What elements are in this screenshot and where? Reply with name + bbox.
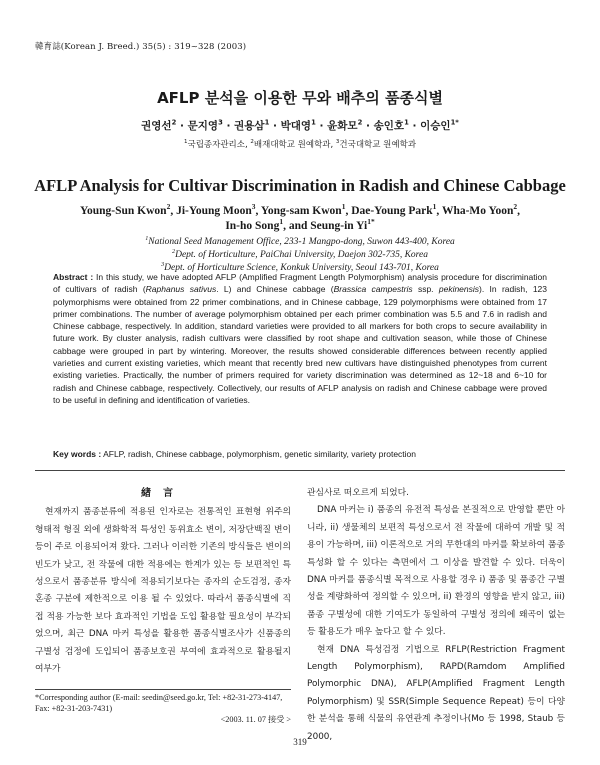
korean-affiliation: 국립종자관리소, [187,140,251,150]
korean-author: 권용삼 [234,120,265,132]
english-author: In-ho Song [225,220,280,232]
radish-species: Raphanus sativus [145,284,217,295]
footnote [35,692,291,725]
korean-affiliation: 건국대학교 원예학과 [339,140,417,150]
english-affiliations [0,236,600,275]
intro-left-column [35,485,291,678]
english-affiliation: $^3$Dept. of Horticulture Science, Konkuk University, Seoul 143-701, Korea [161,261,439,273]
korean-authors: 권영선$^2$ · 문지영$^3$ · 권용삼$^1$ · 박대영$^1$ · 윤화모$^2$ · 송인호$^1$ · 이승인$^{1*}$ [141,118,459,132]
korean-author: 송인호 [373,120,405,132]
keywords-label: Key words : [53,449,102,459]
paragraph: 관심사로 떠오르게 되었다. [307,488,409,498]
cabbage-species: Brassica campestris [333,284,413,295]
korean-author: 윤화모 [327,120,358,132]
corresponding-author: *Corresponding author (E-mail: seedin@seed.go.kr, Tel: +82-31-273-4147, Fax: +82-31-203-7431) [35,693,283,713]
korean-author: 권영선 [141,120,172,132]
english-author: Yong-sam Kwon [260,205,342,217]
journal-citation: 韓育誌(Korean J. Breed.) 35(5) : 319~328 (2003) [35,42,247,52]
paragraph: DNA 마커는 i) 품종의 유전적 특성을 본질적으로 반영할 뿐만 아니라, ii) 생물체의 보편적 특성으로서 전 작물에 대하여 개발 및 적용이 가능하며, iii) 이론적으로 거의 무한대의 마커를 확보하여 품종 특성화 할 수 있다는 측면에서 그 이상을 발견할 수 있다. 더욱이 DNA 마커를 품종식별 목적으로 사용할 경우 i) 품종 및 품종간 구별성을 계량화하여 정의할 수 있으며, ii) 환경의 영향을 받지 않고, iii) 품종 구별성에 대한 기여도가 동일하여 구별성 정의에 왜곡이 없는 등 활용도가 매우 높다고 할 수 있다. [307,505,565,638]
english-author: Ji-Young Moon [176,205,252,217]
page-number: 319 [293,737,307,747]
intro-right-column [307,485,565,746]
english-affiliation: $^2$Dept. of Horticulture, PaiChai University, Daejon 302-735, Korea [172,248,428,260]
paragraph: 현재 DNA 특성검정 기법으로 RFLP(Restriction Fragment Length Polymorphism), RAPD(Ramdom Amplified Polymorphic DNA), AFLP(Amplified Fragment Length Polymorphism) 및 SSR(Simple Sequence Repeat) 등이 다양한 분석을 통해 식물의 유연관계 추정이나(Mo 등 1998, Staub 등 2000, [307,644,565,742]
keywords: Key words : AFLP, radish, Chinese cabbage, polymorphism, genetic similarity, variety protection [53,449,416,459]
korean-affiliations: $^1$국립종자관리소, $^2$배재대학교 원예학과, $^3$건국대학교 원예학과 [183,139,417,150]
korean-author: 박대영 [280,120,312,132]
english-authors-line-1: Young-Sun Kwon$^2$, Ji-Young Moon$^3$, Yong-sam Kwon$^1$, Dae-Young Park$^1$, Wha-Mo Yoon$^2$, [79,202,521,217]
english-authors-line-2: In-ho Song$^1$, and Seung-in $Yi^{1*}$ [225,217,375,232]
english-author: Young-Sun Kwon [79,205,167,217]
received-date: <2003. 11. 07 接受 > [220,715,291,724]
korean-author: 문지영 [187,120,219,132]
english-authors [0,204,600,234]
english-title: AFLP Analysis for Cultivar Discrimination in Radish and Chinese Cabbage [34,176,566,195]
section-heading: 緖言 [141,488,185,499]
cabbage-subspecies: pekinensis [438,284,480,295]
paragraph: 현재까지 품종분류에 적용된 인자로는 전통적인 표현형 위주의 형태적 형질 외에 생화학적 특성인 동위효소 변이, 저장단백질 변이 등이 주로 이용되어져 왔다. 그러나 이러한 기존의 방식들은 변이의 빈도가 낮고, 전 작물에 대한 적용에는 한계가 있는 등 보편적인 특성으로서 품종분류 방식에 적용되기보다는 종자의 순도검정, 종자 혼종 구분에 제한적으로 이용 될 수 있었다. 따라서 품종식별에 직접 적용 가능한 보다 효과적인 기법을 도입 활용할 필요성이 부각되었으며, 최근 DNA 마커 특성을 활용한 품종식별조사가 신품종의 구별성 검정에 도입되어 품종보호권 부여에 효과적으로 활용될지 여부가 [35,507,291,675]
english-author: Dae-Young Park [351,205,433,217]
english-author: Wha-Mo Yoon [441,205,514,217]
korean-author: 이승인 [420,120,451,132]
korean-affiliation: 배재대학교 원예학과, [253,140,336,150]
section-divider [35,470,565,471]
footnote-divider [35,689,291,690]
english-author: Seung-in Yi [310,220,368,232]
english-affiliation: $^1$National Seed Management Office, 233-1 Mangpo-dong, Suwon 443-400, Korea [145,235,455,247]
abstract: Abstract : In this study, we have adopted AFLP (Amplified Fragment Length Polymorphism) analysis procedure for discrimination of cultivars of radish (Raphanus sativus. L) and Chinese cabbage (Brassica campestris ssp. pekinensis). In radish, 123 polymorphisms were obtained from 22 primer combinations, and in Chinese cabbage, 129 polymorphisms were obtained from 17 primer combinations. The number of average polymorphism obtained per each primer combination was 5.5 and 7.6 in radish and Chinese cabbage, respectively. In addition, standard varieties were provided to all markers for both crops to secure availability in future work. By cluster analysis, radish cultivars were classified by root shape and cultivation season, while those of Chinese cabbage were grouped in part by wintering. Moreover, the results showed considerable differences between recently applied varieties and current existing varieties, which meant that recently bred new cultivars have distinguished phenotypes from current existing varieties. Practically, the number of primers required for variety discrimination was determined as 12~18 and 6~10 for radish and Chinese cabbage, respectively. Collectively, our results of AFLP analysis on radish and Chinese cabbage were proved to be useful in defining and identification of varieties. [53,272,547,405]
abstract-label: Abstract : [53,272,94,282]
korean-title: AFLP 분석을 이용한 무와 배추의 품종식별 [157,89,443,107]
